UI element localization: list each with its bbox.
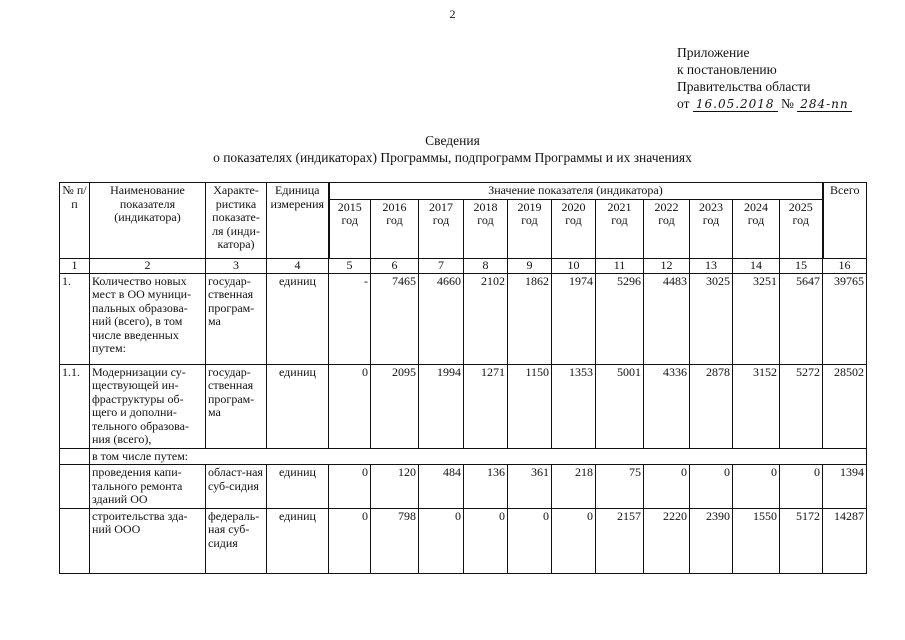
column-number: 4 <box>267 259 329 274</box>
table-row <box>60 364 867 448</box>
header-characteristic: Характе-ристика показате-ля (инди-катора) <box>206 183 267 259</box>
document-title <box>0 132 905 166</box>
column-number: 13 <box>690 259 733 274</box>
header-year: 2022 год <box>644 199 690 259</box>
value-cell: 218 <box>552 465 596 509</box>
value-cell: 5296 <box>596 273 644 364</box>
date-prefix: от <box>677 96 690 111</box>
characteristic-cell: федераль-ная суб-сидия <box>206 508 267 573</box>
value-cell: 2878 <box>690 364 733 448</box>
header-values-group: Значение показателя (индикатора) <box>329 183 823 200</box>
column-numbers-row <box>60 259 867 274</box>
column-number: 2 <box>90 259 206 274</box>
value-cell: 1150 <box>508 364 552 448</box>
value-cell: 0 <box>508 508 552 573</box>
header-row-1 <box>60 183 867 200</box>
value-cell: 1862 <box>508 273 552 364</box>
header-year: 2018 год <box>464 199 508 259</box>
page-number: 2 <box>449 7 456 21</box>
value-cell: 0 <box>464 508 508 573</box>
indicator-name-cell: строительства зда-ний ООО <box>90 508 206 573</box>
title-line-1: Сведения <box>425 133 480 148</box>
row-num-cell <box>60 448 90 465</box>
appendix-line-2: к постановлению <box>677 62 777 77</box>
table-row <box>60 273 867 364</box>
unit-cell: единиц <box>267 508 329 573</box>
column-number: 14 <box>733 259 780 274</box>
appendix-line-1: Приложение <box>677 45 750 60</box>
unit-cell: единиц <box>267 364 329 448</box>
value-cell: 2220 <box>644 508 690 573</box>
column-number: 8 <box>464 259 508 274</box>
value-cell: 361 <box>508 465 552 509</box>
value-cell: 136 <box>464 465 508 509</box>
value-cell: 7465 <box>371 273 419 364</box>
value-cell: 5272 <box>780 364 823 448</box>
value-cell: 484 <box>419 465 464 509</box>
value-cell: 1353 <box>552 364 596 448</box>
column-number: 16 <box>823 259 867 274</box>
characteristic-cell: област-ная суб-сидия <box>206 465 267 509</box>
value-cell: 0 <box>552 508 596 573</box>
value-cell: 1271 <box>464 364 508 448</box>
header-year: 2019 год <box>508 199 552 259</box>
value-cell: 0 <box>733 465 780 509</box>
value-cell: 0 <box>644 465 690 509</box>
value-cell: 0 <box>780 465 823 509</box>
value-cell: 2390 <box>690 508 733 573</box>
value-cell: 1974 <box>552 273 596 364</box>
value-cell: 5172 <box>780 508 823 573</box>
value-cell: 1550 <box>733 508 780 573</box>
value-cell: 75 <box>596 465 644 509</box>
table-row <box>60 465 867 509</box>
value-cell: 1994 <box>419 364 464 448</box>
value-cell: - <box>329 273 371 364</box>
handwritten-date: 16.05.2018 <box>693 97 778 112</box>
subheader-cell: в том числе путем: <box>90 448 867 465</box>
total-cell: 14287 <box>823 508 867 573</box>
value-cell: 120 <box>371 465 419 509</box>
title-line-2: о показателях (индикаторах) Программы, подпрограмм Программы и их значениях <box>213 150 692 165</box>
header-year: 2023 год <box>690 199 733 259</box>
total-cell: 39765 <box>823 273 867 364</box>
column-number: 15 <box>780 259 823 274</box>
value-cell: 4336 <box>644 364 690 448</box>
total-cell: 28502 <box>823 364 867 448</box>
header-year: 2016 год <box>371 199 419 259</box>
value-cell: 798 <box>371 508 419 573</box>
indicator-name-cell: Модернизации су-ществующей ин-фраструктуры об-щего и дополни-тельного образова-ния (всего), <box>90 364 206 448</box>
header-year: 2021 год <box>596 199 644 259</box>
total-cell: 1394 <box>823 465 867 509</box>
column-number: 11 <box>596 259 644 274</box>
column-number: 7 <box>419 259 464 274</box>
row-num-cell <box>60 508 90 573</box>
column-number: 9 <box>508 259 552 274</box>
header-year: 2020 год <box>552 199 596 259</box>
value-cell: 2095 <box>371 364 419 448</box>
value-cell: 3251 <box>733 273 780 364</box>
number-sign: № <box>780 96 794 111</box>
unit-cell: единиц <box>267 273 329 364</box>
row-num-cell <box>60 465 90 509</box>
header-total: Всего <box>823 183 867 259</box>
header-unit: Единица измерения <box>267 183 329 259</box>
header-year: 2017 год <box>419 199 464 259</box>
appendix-line-3: Правительства области <box>677 79 811 94</box>
column-number: 3 <box>206 259 267 274</box>
value-cell: 0 <box>419 508 464 573</box>
indicator-name-cell: проведения капи-тального ремонта зданий ОО <box>90 465 206 509</box>
header-num: № п/п <box>60 183 90 259</box>
column-number: 5 <box>329 259 371 274</box>
column-number: 1 <box>60 259 90 274</box>
column-number: 6 <box>371 259 419 274</box>
table-row <box>60 448 867 465</box>
appendix-date-line <box>677 95 852 113</box>
value-cell: 4483 <box>644 273 690 364</box>
column-number: 12 <box>644 259 690 274</box>
handwritten-number: 284-пп <box>797 97 851 112</box>
value-cell: 3025 <box>690 273 733 364</box>
value-cell: 0 <box>329 465 371 509</box>
value-cell: 0 <box>329 508 371 573</box>
indicators-table <box>59 182 867 574</box>
value-cell: 4660 <box>419 273 464 364</box>
value-cell: 2157 <box>596 508 644 573</box>
unit-cell: единиц <box>267 465 329 509</box>
header-year: 2015 год <box>329 199 371 259</box>
value-cell: 2102 <box>464 273 508 364</box>
header-year: 2024 год <box>733 199 780 259</box>
value-cell: 5001 <box>596 364 644 448</box>
header-name: Наименование показателя (индикатора) <box>90 183 206 259</box>
value-cell: 0 <box>329 364 371 448</box>
characteristic-cell: государ-ственная програм-ма <box>206 364 267 448</box>
value-cell: 5647 <box>780 273 823 364</box>
header-year: 2025 год <box>780 199 823 259</box>
row-num-cell: 1.1. <box>60 364 90 448</box>
column-number: 10 <box>552 259 596 274</box>
value-cell: 0 <box>690 465 733 509</box>
indicator-name-cell: Количество новых мест в ОО муници-пальных образова-ний (всего), в том числе введенных путем: <box>90 273 206 364</box>
value-cell: 3152 <box>733 364 780 448</box>
table-row <box>60 508 867 573</box>
row-num-cell: 1. <box>60 273 90 364</box>
characteristic-cell: государ-ственная програм-ма <box>206 273 267 364</box>
appendix-block <box>677 44 852 113</box>
